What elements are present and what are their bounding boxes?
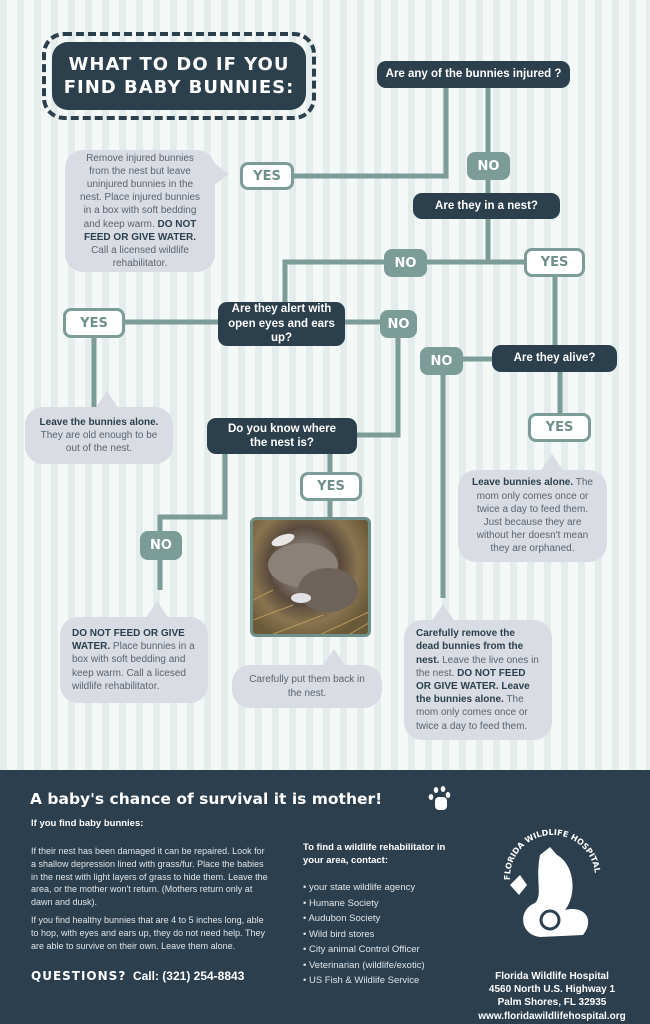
question-alive: Are they alive? bbox=[492, 345, 617, 372]
contact-item: • US Fish & Wildlife Service bbox=[303, 975, 420, 986]
footer-paragraph-2: If you find healthy bunnies that are 4 to 5 inches long, able to hop, with eyes and ears up, they do not need help. They are able to survive on their own. Leave them alone. bbox=[31, 915, 265, 951]
bubble-text: Leave the live ones in the nest. bbox=[416, 654, 539, 679]
yes-nest-location: YES bbox=[300, 472, 362, 501]
question-alert: Are they alert with open eyes and ears up? bbox=[218, 302, 345, 346]
bubble-text: Remove injured bunnies from the nest but leave uninjured bunnies in the nest. Place injured bunnies in a box with soft bedding and keep warm. bbox=[79, 152, 201, 230]
bubble-alert bbox=[25, 407, 173, 464]
bubble-nest-unknown bbox=[60, 617, 208, 703]
contact-label: US Fish & Wildlife Service bbox=[308, 975, 420, 986]
bubble-injured bbox=[65, 150, 215, 272]
bubble-text: They are old enough to be out of the nest. bbox=[40, 429, 158, 455]
contact-label: your state wildlife agency bbox=[308, 882, 416, 893]
bunnies-illustration bbox=[253, 520, 371, 637]
contact-item: • Humane Society bbox=[303, 897, 379, 909]
contact-label: Humane Society bbox=[308, 897, 379, 909]
footer-subhead: If you find baby bunnies: bbox=[31, 818, 144, 829]
no-injured: NO bbox=[467, 152, 510, 180]
questions-line bbox=[31, 969, 244, 983]
yes-injured: YES bbox=[240, 162, 294, 190]
title-line-2: FIND BABY BUNNIES: bbox=[63, 77, 295, 98]
question-nest-location: Do you know where the nest is? bbox=[207, 418, 357, 454]
questions-label: QUESTIONS? bbox=[31, 969, 127, 983]
no-nest-location: NO bbox=[140, 531, 182, 560]
bubble-bold: DO NOT FEED OR GIVE WATER. Leave the bunnies alone. bbox=[416, 667, 530, 706]
bubble-dead bbox=[404, 620, 552, 740]
bubble-bold: DO NOT FEED OR GIVE WATER. bbox=[83, 218, 197, 243]
contact-label: Veterinarian (wildlife/exotic) bbox=[308, 959, 425, 971]
contact-item: • Wild bird stores bbox=[303, 928, 375, 940]
yes-alive: YES bbox=[528, 413, 591, 442]
footer-paragraph-1: If their nest has been damaged it can be repaired. Look for a shallow depression lined with grass/fur. Place the babies in the nest with light layers of grass to hide them. Leave the area, or the mother won't return. (Mothers return only at dawn and dusk). bbox=[31, 846, 268, 908]
contact-item: • City animal Control Officer bbox=[303, 944, 420, 955]
title-banner bbox=[42, 32, 316, 120]
title-line-1: WHAT TO DO IF YOU bbox=[68, 53, 290, 75]
contact-item: • Audubon Society bbox=[303, 913, 381, 924]
bubble-text: The mom only comes once or twice a day to feed them. Just because they are without her doesn't mean they are orphaned. bbox=[476, 477, 593, 555]
bubble-bold: DO NOT FEED OR GIVE WATER. bbox=[72, 628, 185, 653]
yes-in-nest: YES bbox=[524, 248, 585, 277]
bubble-bold: Leave bunnies alone. bbox=[472, 477, 574, 489]
svg-text:FLORIDA WILDLIFE HOSPITAL: FLORIDA WILDLIFE HOSPITAL bbox=[502, 827, 602, 881]
contact-label: Wild bird stores bbox=[308, 928, 375, 940]
phone-number[interactable]: Call: (321) 254-8843 bbox=[132, 969, 245, 983]
question-in-nest: Are they in a nest? bbox=[413, 193, 560, 219]
contact-label: City animal Control Officer bbox=[308, 944, 420, 955]
bubble-text: Place bunnies in a box with soft bedding and keep warm. Call a licesed wildlife rehabilitator. bbox=[72, 641, 195, 692]
footer-panel bbox=[0, 770, 650, 1024]
bubble-text: Call a licensed wildlife rehabilitator. bbox=[91, 244, 189, 270]
contact-item: • Veterinarian (wildlife/exotic) bbox=[303, 959, 425, 971]
website-link[interactable]: www.floridawildlifehospital.org bbox=[478, 1010, 626, 1022]
bubble-text: The mom only comes once or twice a day to feed them. bbox=[416, 694, 528, 732]
no-alert: NO bbox=[380, 310, 417, 338]
bubble-text: Carefully put them back in the nest. bbox=[249, 674, 365, 699]
question-injured: Are any of the bunnies injured ? bbox=[377, 61, 570, 88]
org-name: Florida Wildlife Hospital bbox=[495, 971, 609, 982]
address-line-1: 4560 North U.S. Highway 1 bbox=[488, 984, 616, 996]
no-in-nest: NO bbox=[384, 249, 427, 277]
paw-icon bbox=[427, 786, 453, 814]
bubble-alive bbox=[458, 470, 607, 562]
bubble-bold: Leave the bunnies alone. bbox=[39, 416, 159, 428]
contact-item: • your state wildlife agency bbox=[303, 882, 416, 893]
address-line-2: Palm Shores, FL 32935 bbox=[497, 997, 607, 1009]
hospital-address bbox=[462, 970, 642, 1023]
baby-bunnies-photo bbox=[250, 517, 371, 637]
footer-headline: A baby's chance of survival it is mother! bbox=[30, 790, 383, 808]
contact-heading: To find a wildlife rehabilitator in your area, contact: bbox=[303, 842, 446, 866]
bubble-nest-known bbox=[232, 665, 382, 708]
no-alive: NO bbox=[420, 347, 463, 375]
contact-label: Audubon Society bbox=[308, 913, 381, 924]
florida-wildlife-hospital-logo bbox=[495, 825, 605, 945]
bubble-bold: Carefully remove the dead bunnies from the nest. bbox=[416, 628, 524, 666]
contact-list bbox=[303, 880, 425, 989]
yes-alert: YES bbox=[63, 308, 125, 338]
